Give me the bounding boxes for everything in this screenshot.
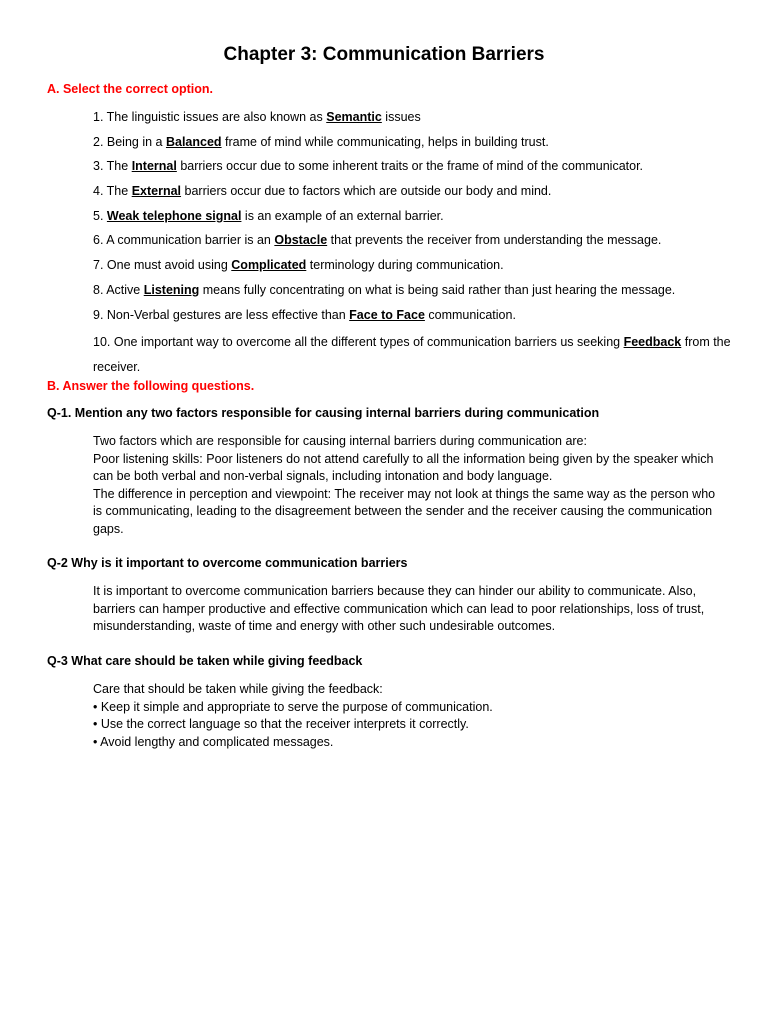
question-1: Q-1. Mention any two factors responsible for causing internal barriers during communication <box>47 406 600 420</box>
item-suffix: from the receiver. <box>93 335 731 374</box>
answer-1-line: Two factors which are responsible for causing internal barriers during communication are: <box>93 434 587 448</box>
question-2: Q-2 Why is it important to overcome communication barriers <box>47 556 408 570</box>
item-suffix: communication. <box>424 307 516 322</box>
fill-item <box>93 157 733 182</box>
item-answer: Weak telephone signal <box>106 208 242 223</box>
item-answer: Semantic <box>326 110 382 124</box>
answer-3-bullet: • Avoid lengthy and complicated messages. <box>93 734 334 749</box>
answer-3-intro: Care that should be taken while giving the feedback: <box>93 682 383 696</box>
item-answer: Internal <box>131 159 177 174</box>
item-suffix: means fully concentrating on what is being said rather than just hearing the message. <box>199 282 676 297</box>
item-suffix: frame of mind while communicating, helps in building trust. <box>221 134 549 149</box>
item-suffix: barriers occur due to factors which are outside our body and mind. <box>181 184 552 199</box>
question-3: Q-3 What care should be taken while giving feedback <box>47 654 363 668</box>
item-suffix: terminology during communication. <box>306 258 504 273</box>
fill-item <box>93 182 733 207</box>
item-answer: Balanced <box>165 134 222 149</box>
item-suffix: that prevents the receiver from understanding the message. <box>327 233 662 248</box>
fill-item <box>93 306 733 331</box>
answer-2 <box>93 583 723 636</box>
item-answer: Face to Face <box>349 307 425 322</box>
fill-item <box>93 330 733 379</box>
item-answer: Complicated <box>231 258 307 273</box>
item-prefix: 7. One must avoid using <box>93 258 232 273</box>
item-prefix: 5. <box>93 208 107 223</box>
item-suffix: issues <box>381 110 421 124</box>
item-answer: Obstacle <box>274 233 328 248</box>
fill-item <box>93 231 733 256</box>
item-prefix: 6. A communication barrier is an <box>93 233 275 248</box>
item-answer: External <box>131 184 182 199</box>
section-a-heading: A. Select the correct option. <box>47 82 214 96</box>
answer-1-line: The difference in perception and viewpoint: The receiver may not look at things the same way as the person who is communicating, leading to the disagreement between the sender and the receiver causing the communication gaps. <box>93 486 716 536</box>
fill-item <box>93 281 733 306</box>
answer-1 <box>93 433 723 539</box>
item-answer: Listening <box>143 282 200 297</box>
page-title: Chapter 3: Communication Barriers <box>223 44 545 65</box>
answer-3-bullet: • Use the correct language so that the receiver interprets it correctly. <box>93 717 469 732</box>
answer-2-text: It is important to overcome communication barriers because they can hinder our ability to communicate. Also, barriers can hamper productive and effective communication which can lead to poor relationships, loss of trust, misunderstanding, waste of time and energy with other such undesirable outcomes. <box>93 584 705 634</box>
fill-item <box>93 133 733 158</box>
item-prefix: 2. Being in a <box>93 134 166 149</box>
fill-in-list <box>93 108 733 380</box>
fill-item <box>93 256 733 281</box>
item-answer: Feedback <box>623 335 682 350</box>
section-b-heading: B. Answer the following questions. <box>47 379 255 393</box>
item-prefix: 1. The linguistic issues are also known as <box>93 110 327 124</box>
answer-3 <box>93 681 723 751</box>
fill-item <box>93 207 733 232</box>
answer-1-line: Poor listening skills: Poor listeners do not attend carefully to all the information being given by the speaker which can be both verbal and non-verbal signals, including intonation and body language. <box>93 451 714 484</box>
item-prefix: 10. One important way to overcome all the different types of communication barriers us seeking <box>93 335 624 350</box>
item-prefix: 9. Non-Verbal gestures are less effective than <box>93 307 350 322</box>
item-prefix: 4. The <box>93 184 132 199</box>
item-suffix: barriers occur due to some inherent traits or the frame of mind of the communicator. <box>176 159 644 174</box>
answer-3-bullet: • Keep it simple and appropriate to serve the purpose of communication. <box>93 699 493 714</box>
item-prefix: 3. The <box>93 159 132 174</box>
item-suffix: is an example of an external barrier. <box>241 208 444 223</box>
item-prefix: 8. Active <box>93 282 144 297</box>
fill-item <box>93 108 733 133</box>
